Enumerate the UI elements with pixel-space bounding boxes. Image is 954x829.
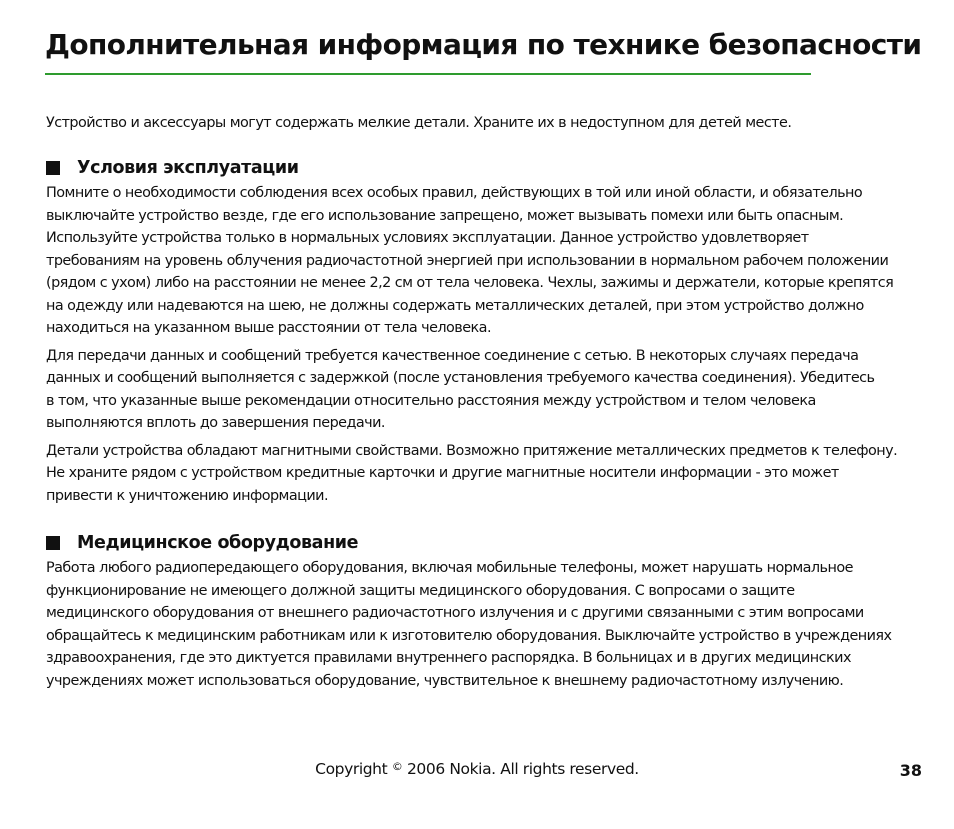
text-line: требованиям на уровень облучения радиочастотной энергией при использовании в нормальном рабочем положении	[46, 252, 889, 269]
text-line: здравоохранения, где это диктуется правилами внутреннего распорядка. В больницах и в других медицинских	[46, 650, 851, 666]
copyright-symbol: ©	[391, 760, 403, 773]
text-line: функционирование не имеющего должной защиты медицинского оборудования. С вопросами о защите	[46, 582, 795, 599]
text-line: Не храните рядом с устройством кредитные карточки и другие магнитные носители информации - это может	[46, 465, 839, 481]
text-line: обращайтесь к медицинским работникам или к изготовителю оборудования. Выключайте устройство в учреждениях	[46, 627, 892, 644]
text-line: медицинского оборудования от внешнего радиочастотного излучения и с другими связанными с этим вопросами	[46, 605, 864, 621]
copyright-text: 2006 Nokia. All rights reserved.	[406, 760, 639, 778]
section-heading-text: Условия эксплуатации	[77, 158, 299, 178]
copyright-label: Copyright	[315, 760, 388, 778]
text-line: выключайте устройство везде, где его использование запрещено, может вызывать помехи или быть опасным.	[46, 207, 844, 224]
text-line: Используйте устройства только в нормальных условиях эксплуатации. Данное устройство удовлетворяет	[46, 230, 809, 246]
section-operating-conditions	[46, 155, 916, 512]
text-line: данных и сообщений выполняется с задержкой (после установления требуемого качества соединения). Убедитесь	[46, 370, 875, 386]
square-bullet-icon	[46, 536, 60, 550]
section-heading-medical-equipment	[46, 530, 916, 556]
intro-text: Устройство и аксессуары могут содержать мелкие детали. Храните их в недоступном для детей месте.	[46, 115, 792, 131]
title-underline	[45, 73, 811, 75]
text-line: на одежду или надеваются на шею, не должны содержать металлических деталей, при этом устройство должно	[46, 297, 864, 314]
paragraph	[46, 345, 916, 435]
footer-copyright	[0, 760, 954, 778]
text-line: Работа любого радиопередающего оборудования, включая мобильные телефоны, может нарушать нормальное	[46, 560, 853, 576]
paragraph	[46, 182, 916, 340]
page-title: Дополнительная информация по технике безопасности	[45, 28, 922, 61]
text-line: учреждениях может использоваться оборудование, чувствительное к внешнему радиочастотному излучению.	[46, 672, 844, 689]
page-number: 38	[899, 761, 922, 780]
section-heading-text: Медицинское оборудование	[77, 533, 359, 553]
text-line: выполняются вплоть до завершения передачи.	[46, 415, 385, 431]
section-medical-equipment	[46, 530, 916, 697]
square-bullet-icon	[46, 161, 60, 175]
text-line: (рядом с ухом) либо на расстоянии не менее 2,2 см от тела человека. Чехлы, зажимы и держатели, которые крепятся	[46, 275, 894, 291]
text-line: Для передачи данных и сообщений требуется качественное соединение с сетью. В некоторых случаях передача	[46, 347, 859, 364]
text-line: в том, что указанные выше рекомендации относительно расстояния между устройством и телом человека	[46, 392, 816, 409]
text-line: Помните о необходимости соблюдения всех особых правил, действующих в той или иной области, и обязательно	[46, 185, 863, 201]
text-line: привести к уничтожению информации.	[46, 487, 329, 504]
text-line: находиться на указанном выше расстоянии от тела человека.	[46, 320, 491, 336]
section-heading-operating-conditions	[46, 155, 916, 181]
text-line: Детали устройства обладают магнитными свойствами. Возможно притяжение металлических предметов к телефону.	[46, 442, 898, 459]
paragraph	[46, 440, 916, 508]
paragraph	[46, 557, 916, 692]
